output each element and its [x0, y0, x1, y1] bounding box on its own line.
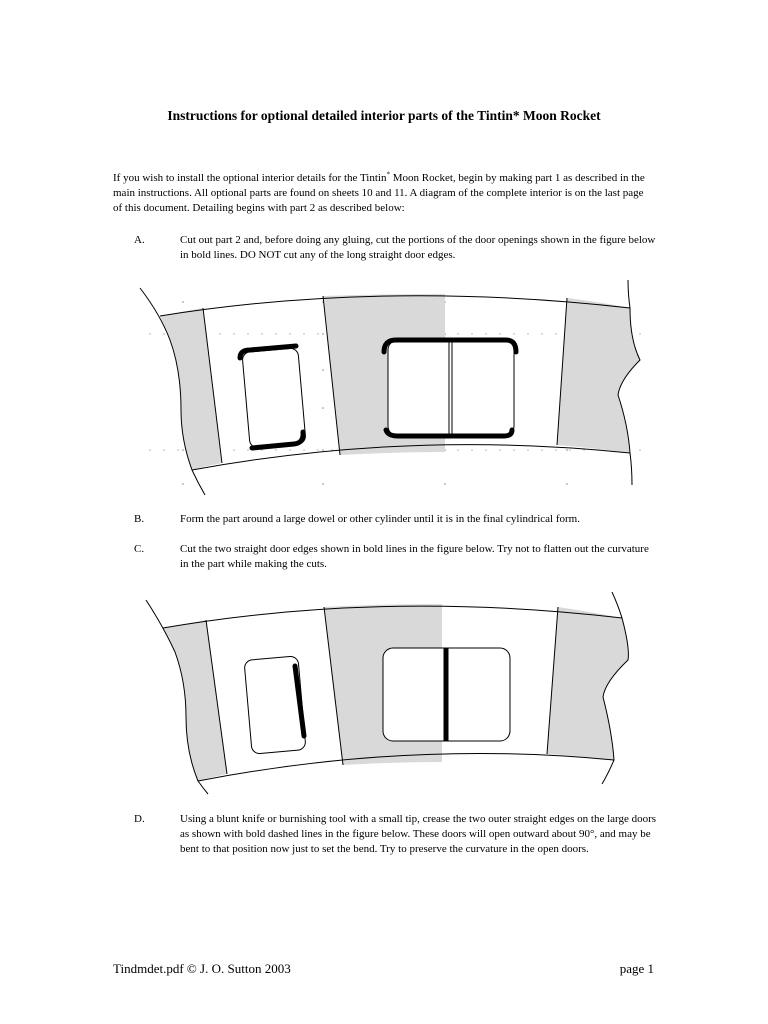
step-label: B.	[134, 513, 145, 525]
guide-dot	[149, 333, 150, 334]
guide-dot	[322, 449, 324, 451]
guide-dot	[303, 333, 304, 334]
guide-dot	[182, 449, 184, 451]
guide-dot	[566, 449, 568, 451]
guide-dot	[541, 333, 542, 334]
guide-dot	[149, 449, 150, 450]
intro-text-2: Moon Rocket, begin by making part 1 as described in the main instructions. All optional parts are found on sheets 10 and 11. A diagram of the complete interior is on the last page of this document. Detailing begins with part 2 as described below:	[113, 172, 645, 214]
guide-dot	[322, 483, 324, 485]
guide-dot	[322, 369, 324, 371]
figure-straight-edge-cuts	[0, 592, 768, 797]
guide-dot	[182, 483, 184, 485]
guide-dot	[583, 449, 584, 450]
guide-dot	[555, 449, 556, 450]
guide-dot	[471, 333, 472, 334]
guide-dot	[555, 333, 556, 334]
guide-dot	[513, 449, 514, 450]
step-text: Cut out part 2 and, before doing any gluing, cut the portions of the door openings shown in the figure below in bold lines. DO NOT cut any of the long straight door edges.	[180, 234, 656, 261]
page-title: Instructions for optional detailed interior parts of the Tintin* Moon Rocket	[167, 108, 601, 123]
step-text: Cut the two straight door edges shown in bold lines in the figure below. Try not to flatten out the curvature in the part while making the cuts.	[180, 543, 649, 570]
guide-dot	[527, 449, 528, 450]
guide-dot	[317, 449, 318, 450]
footer-page-number: page 1	[619, 961, 654, 976]
guide-dot	[289, 449, 290, 450]
step-text: Form the part around a large dowel or other cylinder until it is in the final cylindrical form.	[180, 513, 580, 525]
guide-dot	[639, 333, 640, 334]
guide-dot	[457, 333, 458, 334]
guide-dot	[485, 449, 486, 450]
guide-dot	[499, 449, 500, 450]
guide-dot	[457, 449, 458, 450]
intro-paragraph	[113, 171, 653, 216]
guide-dot	[261, 333, 262, 334]
guide-dot	[569, 449, 570, 450]
guide-dot	[471, 449, 472, 450]
figure-door-openings-cut	[0, 280, 768, 500]
guide-dot	[289, 333, 290, 334]
guide-dot	[513, 333, 514, 334]
guide-dot	[177, 449, 178, 450]
step-label: C.	[134, 543, 145, 555]
intro-text-1: If you wish to install the optional interior details for the Tintin	[113, 172, 387, 184]
step-label: A.	[134, 234, 145, 246]
guide-dot	[322, 333, 324, 335]
panel-right-gray	[557, 298, 640, 453]
guide-dot	[219, 333, 220, 334]
small-door-outline	[242, 348, 306, 449]
guide-dot	[247, 449, 248, 450]
large-door-outline	[388, 340, 514, 436]
guide-dot	[163, 333, 164, 334]
footer-copyright: Tindmdet.pdf © J. O. Sutton 2003	[113, 961, 291, 976]
guide-dot	[233, 333, 234, 334]
guide-dot	[566, 483, 568, 485]
asterisk-superscript: *	[386, 170, 390, 179]
guide-dot	[541, 449, 542, 450]
guide-dot	[485, 333, 486, 334]
guide-dot	[303, 449, 304, 450]
guide-dot	[275, 449, 276, 450]
panel-right-gray	[547, 607, 628, 760]
guide-dot	[233, 449, 234, 450]
guide-dot	[444, 483, 446, 485]
guide-dot	[182, 301, 184, 303]
guide-dot	[499, 333, 500, 334]
guide-dot	[322, 407, 324, 409]
guide-dot	[247, 333, 248, 334]
step-label: D.	[134, 813, 145, 825]
step-text: Using a blunt knife or burnishing tool with a small tip, crease the two outer straight edges on the large doors as shown with bold dashed lines in the figure below. These doors will open outward about 90°, and may be bent to that position now just to set the bend. Try to preserve the curvature in the open doors.	[180, 813, 657, 855]
guide-dot	[527, 333, 528, 334]
guide-dot	[639, 449, 640, 450]
guide-dot	[317, 333, 318, 334]
guide-dot	[163, 449, 164, 450]
guide-dot	[275, 333, 276, 334]
